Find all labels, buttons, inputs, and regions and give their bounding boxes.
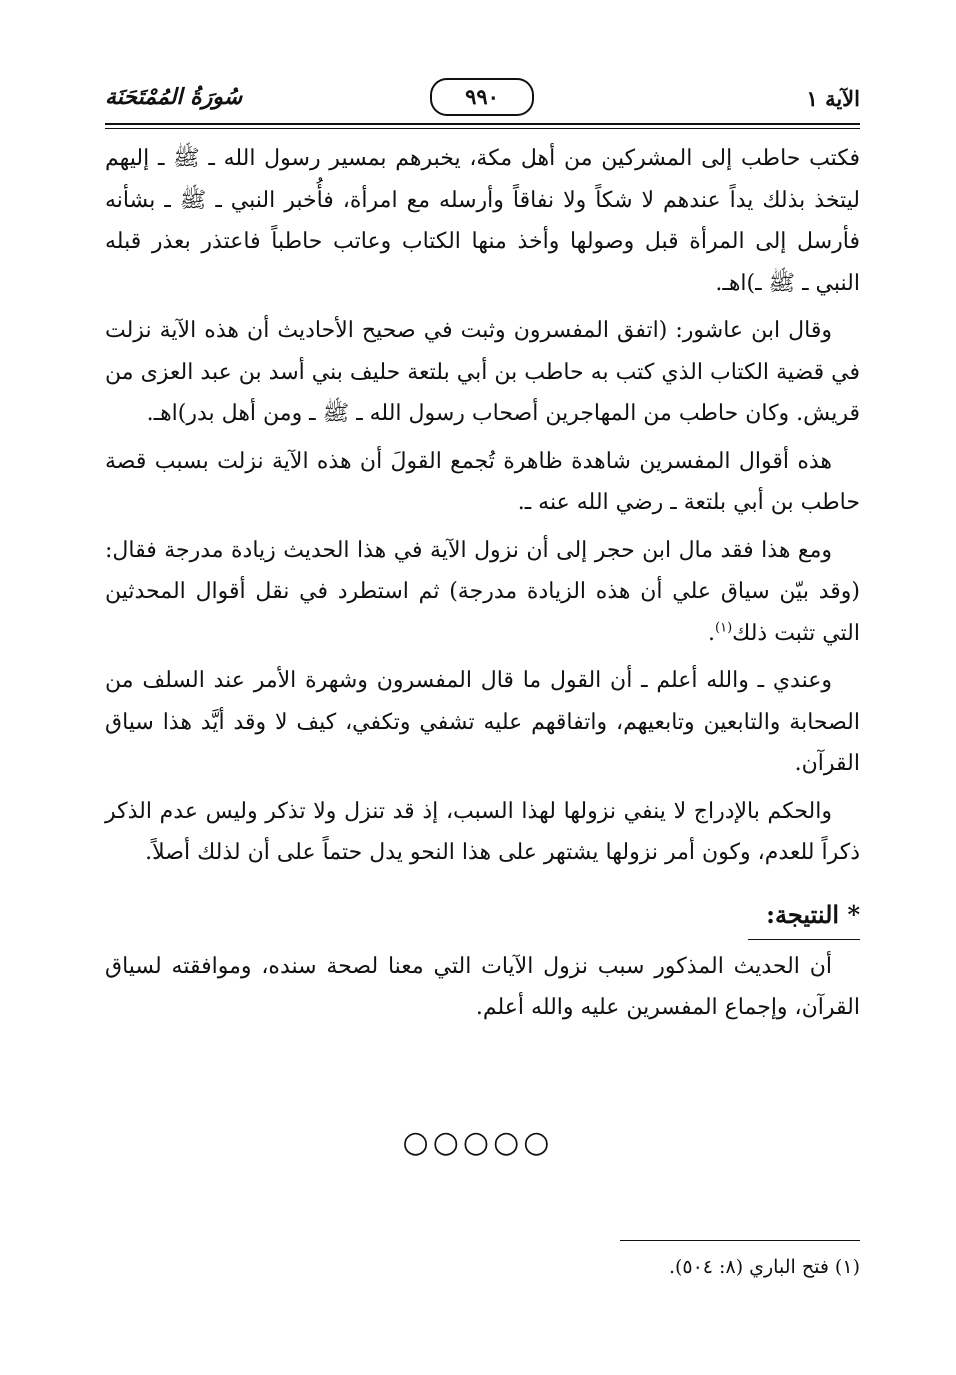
paragraph-6: والحكم بالإدراج لا ينفي نزولها لهذا السبب، إذ قد تنزل ولا تذكر وليس عدم الذكر ذكراً للعدم، وكون أمر نزولها يشتهر على هذا النحو يدل حتماً على أن لذلك أصلاً. bbox=[105, 798, 860, 865]
result-heading: * النتيجة: bbox=[748, 894, 860, 941]
result-heading-wrap bbox=[105, 894, 860, 938]
section-ornament: ○○○○○ bbox=[402, 1125, 554, 1160]
paragraph-4 bbox=[105, 530, 860, 655]
paragraph-3: هذه أقوال المفسرين شاهدة ظاهرة تُجمع القولَ أن هذه الآية نزلت بسبب قصة حاطب بن أبي بلتعة ـ رضي الله عنه ـ. bbox=[105, 448, 860, 515]
header-rule-thin bbox=[105, 128, 860, 129]
paragraph-5: وعندي ـ والله أعلم ـ أن القول ما قال المفسرون وشهرة الأمر عند السلف من الصحابة والتابعين وتابعيهم، واتفاقهم عليه تشفي وتكفي، كيف لا وقد أيَّد هذا سياق القرآن. bbox=[105, 668, 860, 776]
paragraph-4-end: . bbox=[708, 620, 716, 646]
footnote: (١) فتح الباري (٨: ٥٠٤). bbox=[668, 1256, 860, 1278]
paragraph-1: فكتب حاطب إلى المشركين من أهل مكة، يخبرهم بمسير رسول الله ـ ﷺ ـ إليهم ليتخذ بذلك يداً عندهم لا شكاً ولا نفاقاً وأرسله مع امرأة، فأُخبر النبي ـ ﷺ ـ بشأنه فأرسل إلى المرأة قبل وصولها وأخذ منها الكتاب وعاتب حاطباً فاعتذر بعذر قبله النبي ـ ﷺ ـ)اهـ. bbox=[105, 146, 860, 296]
surah-title: سُورَةُ المُمْتَحَنَة bbox=[105, 84, 243, 110]
paragraph-2: وقال ابن عاشور: (اتفق المفسرون وثبت في صحيح الأحاديث أن هذه الآية نزلت في قضية الكتاب الذي كتب به حاطب بن أبي بلتعة حليف بني أسد بن عبد العزى من قريش. وكان حاطب من المهاجرين أصحاب رسول الله ـ ﷺ ـ ومن أهل بدر)اهـ. bbox=[105, 318, 860, 426]
footnote-rule bbox=[620, 1240, 860, 1241]
paragraph-4-text: ومع هذا فقد مال ابن حجر إلى أن نزول الآية في هذا الحديث زيادة مدرجة فقال: (وقد بيّن سياق علي أن هذه الزيادة مدرجة) ثم استطرد في نقل أقوال المحدثين التي تثبت ذلك bbox=[105, 537, 860, 646]
header-rule bbox=[105, 123, 860, 125]
verse-label: الآية ١ bbox=[806, 86, 860, 111]
page-header bbox=[105, 78, 860, 122]
page-number: ٩٩٠ bbox=[430, 78, 534, 116]
footnote-reference[interactable]: (١) bbox=[715, 620, 733, 636]
main-text bbox=[105, 138, 860, 1035]
result-paragraph: أن الحديث المذكور سبب نزول الآيات التي معنا لصحة سنده، وموافقته لسياق القرآن، وإجماع المفسرين عليه والله أعلم. bbox=[105, 953, 860, 1020]
